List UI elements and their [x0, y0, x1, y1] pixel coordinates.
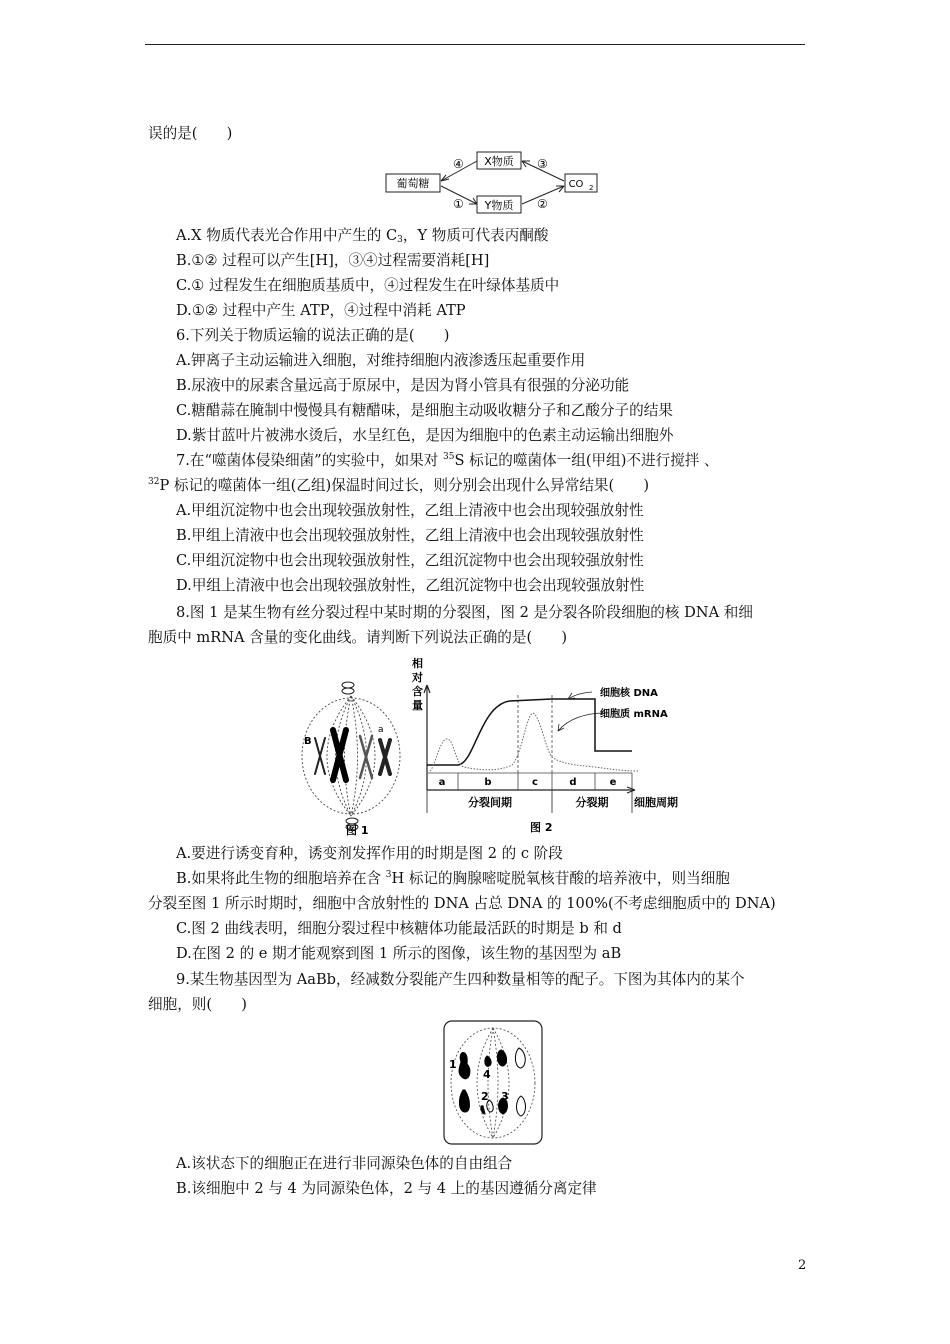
q7-option-a: A.甲组沉淀物中也会出现较强放射性，乙组上清液中也会出现较强放射性 [176, 502, 644, 519]
q7-stem-line1: 7.在“噬菌体侵染细菌”的实验中，如果对 $^{35}$S 标记的噬菌体一组(甲组)不进行搅拌 、 [176, 452, 719, 469]
q7-option-b: B.甲组上清液中也会出现较强放射性，乙组上清液中也会出现较强放射性 [176, 527, 644, 544]
q8-option-b-line1: B.如果将此生物的细胞培养在含 $^3$H 标记的胸腺嘧啶脱氧核苷酸的培养液中，则当细胞 [176, 870, 730, 887]
fig1-label-b: B [304, 736, 312, 747]
q5-option-a: A.X 物质代表光合作用中产生的 $C_3$，Y 物质可代表丙酮酸 [176, 227, 549, 245]
q9-option-b: B.该细胞中 2 与 4 为同源染色体，2 与 4 上的基因遵循分离定律 [176, 1180, 597, 1197]
q9-stem-line1: 9.某生物基因型为 AaBb，经减数分裂能产生四种数量相等的配子。下图为其体内的某个 [176, 971, 745, 988]
fig2-ylabel-2: 对 [412, 671, 423, 684]
x-substance-label: X物质 [484, 155, 514, 168]
q9-cell-figure [443, 1020, 543, 1146]
phase-a: a [438, 777, 446, 788]
y-substance-label: Y物质 [484, 199, 514, 212]
chromosome-1-label: 1 [449, 1058, 457, 1071]
q6-option-d: D.紫甘蓝叶片被沸水烫后，水呈红色，是因为细胞中的色素主动运输出细胞外 [176, 427, 674, 444]
fig2-ylabel-3: 含 [412, 685, 423, 698]
q7-stem-line2: $^{32}$P 标记的噬菌体一组(乙组)保温时间过长，则分别会出现什么异常结果( ) [148, 477, 650, 494]
q8-option-a: A.要进行诱变育种，诱变剂发挥作用的时期是图 2 的 c 阶段 [176, 845, 563, 862]
xaxis-label: 细胞周期 [634, 796, 678, 809]
fig1-label-a: a [378, 725, 384, 735]
fig2-ylabel-1: 相 [412, 657, 423, 670]
mitosis-label: 分裂期 [575, 796, 609, 809]
co2-label: CO [568, 179, 584, 190]
q7-option-d: D.甲组上清液中也会出现较强放射性，乙组沉淀物中也会出现较强放射性 [176, 577, 645, 594]
phase-c: c [532, 777, 538, 788]
q5-option-d: D.①② 过程中产生 ATP，④过程中消耗 ATP [176, 302, 466, 319]
q6-stem: 6.下列关于物质运输的说法正确的是( ) [176, 327, 450, 344]
step-3: ③ [537, 157, 548, 171]
q5-option-b: B.①② 过程可以产生[H]，③④过程需要消耗[H] [176, 252, 490, 269]
q5-stem-tail: 误的是( ) [148, 125, 233, 142]
series-mrna-label: 细胞质 mRNA [600, 709, 668, 720]
q9-option-a: A.该状态下的细胞正在进行非同源染色体的自由组合 [176, 1155, 513, 1172]
q8-option-b-line2: 分裂至图 1 所示时期时，细胞中含放射性的 DNA 占总 DNA 的 100%(不考虑细胞质中的 DNA) [148, 895, 776, 912]
glucose-label: 葡萄糖 [396, 177, 430, 190]
q6-option-b: B.尿液中的尿素含量远高于原尿中，是因为肾小管具有很强的分泌功能 [176, 377, 630, 394]
chromosome-2-label: 2 [481, 1090, 489, 1103]
step-2: ② [537, 197, 548, 211]
q8-stem-line2: 胞质中 mRNA 含量的变化曲线。请判断下列说法正确的是( ) [148, 629, 568, 646]
phase-b: b [484, 777, 492, 788]
q6-option-c: C.糖醋蒜在腌制中慢慢具有糖醋味，是细胞主动吸收糖分子和乙酸分子的结果 [176, 402, 673, 419]
q5-option-c: C.① 过程发生在细胞质基质中，④过程发生在叶绿体基质中 [176, 277, 560, 294]
series-dna-label: 细胞核 DNA [600, 688, 658, 699]
fig2-ylabel-4: 量 [412, 699, 423, 712]
q8-stem-line1: 8.图 1 是某生物有丝分裂过程中某时期的分裂图，图 2 是分裂各阶段细胞的核 DNA 和细 [176, 604, 753, 621]
q8-figure-1 [298, 678, 408, 838]
chromosome-3-label: 3 [501, 1090, 509, 1103]
step-4: ④ [453, 157, 464, 171]
q8-option-d: D.在图 2 的 e 期才能观察到图 1 所示的图像，该生物的基因型为 aB [176, 945, 622, 962]
step-1: ① [453, 197, 464, 211]
q9-stem-line2: 细胞，则( ) [148, 996, 247, 1013]
q8-figure-2 [400, 655, 700, 835]
q7-option-c: C.甲组沉淀物中也会出现较强放射性，乙组沉淀物中也会出现较强放射性 [176, 552, 644, 569]
fig2-caption: 图 2 [530, 821, 553, 834]
page-number: 2 [798, 1258, 807, 1273]
header-rule [145, 44, 805, 45]
chromosome-4-label: 4 [483, 1068, 491, 1081]
q6-option-a: A.钾离子主动运输进入细胞，对维持细胞内液渗透压起重要作用 [176, 352, 586, 369]
phase-e: e [609, 777, 617, 788]
co2-sub: 2 [589, 184, 594, 192]
q8-option-c: C.图 2 曲线表明，细胞分裂过程中核糖体功能最活跃的时期是 b 和 d [176, 920, 622, 937]
cytoplasm-mrna-curve [430, 713, 638, 771]
interphase-label: 分裂间期 [468, 796, 512, 809]
fig1-caption: 图 1 [346, 824, 369, 837]
phase-d: d [569, 777, 577, 788]
q5-diagram [385, 150, 605, 212]
